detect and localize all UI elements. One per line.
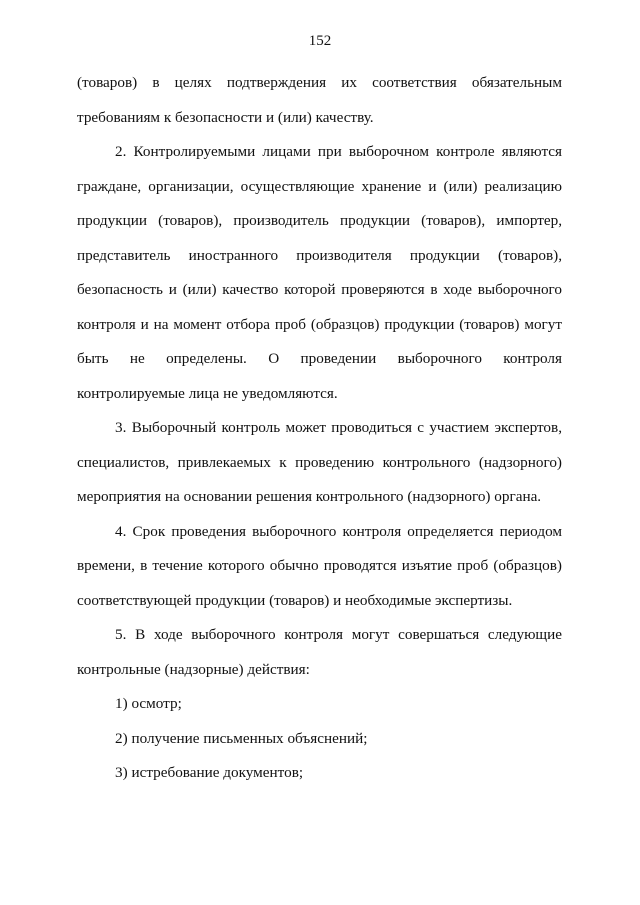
paragraph-5: 5. В ходе выборочного контроля могут совершаться следующие контрольные (надзорные) действия:: [77, 626, 562, 678]
list-item-1: 1) осмотр;: [115, 695, 182, 712]
paragraph-4: 4. Срок проведения выборочного контроля определяется периодом времени, в течение которого обычно проводятся изъятие проб (образцов) соответствующей продукции (товаров) и необходимые экспертизы.: [77, 522, 562, 609]
paragraph-2: 2. Контролируемыми лицами при выборочном контроле являются граждане, организации, осуществляющие хранение и (или) реализацию продукции (товаров), производитель продукции (товаров), импортер, представитель иностранного производителя продукции (товаров), безопасность и (или) качество которой проверяются в ходе выборочного контроля и на момент отбора проб (образцов) продукции (товаров) могут быть не определены. О проведении выборочного контроля контролируемые лица не уведомляются.: [77, 143, 562, 402]
page-number: 152: [308, 33, 332, 49]
list-item-2: 2) получение письменных объяснений;: [115, 729, 368, 747]
document-body: [77, 66, 562, 791]
paragraph-3: 3. Выборочный контроль может проводиться с участием экспертов, специалистов, привлекаемых к проведению контрольного (надзорного) мероприятия на основании решения контрольного (надзорного) органа.: [77, 419, 562, 505]
list-item-3: 3) истребование документов;: [115, 764, 304, 781]
paragraph-continuation: (товаров) в целях подтверждения их соответствия обязательным требованиям к безопасности и (или) качеству.: [77, 74, 562, 126]
